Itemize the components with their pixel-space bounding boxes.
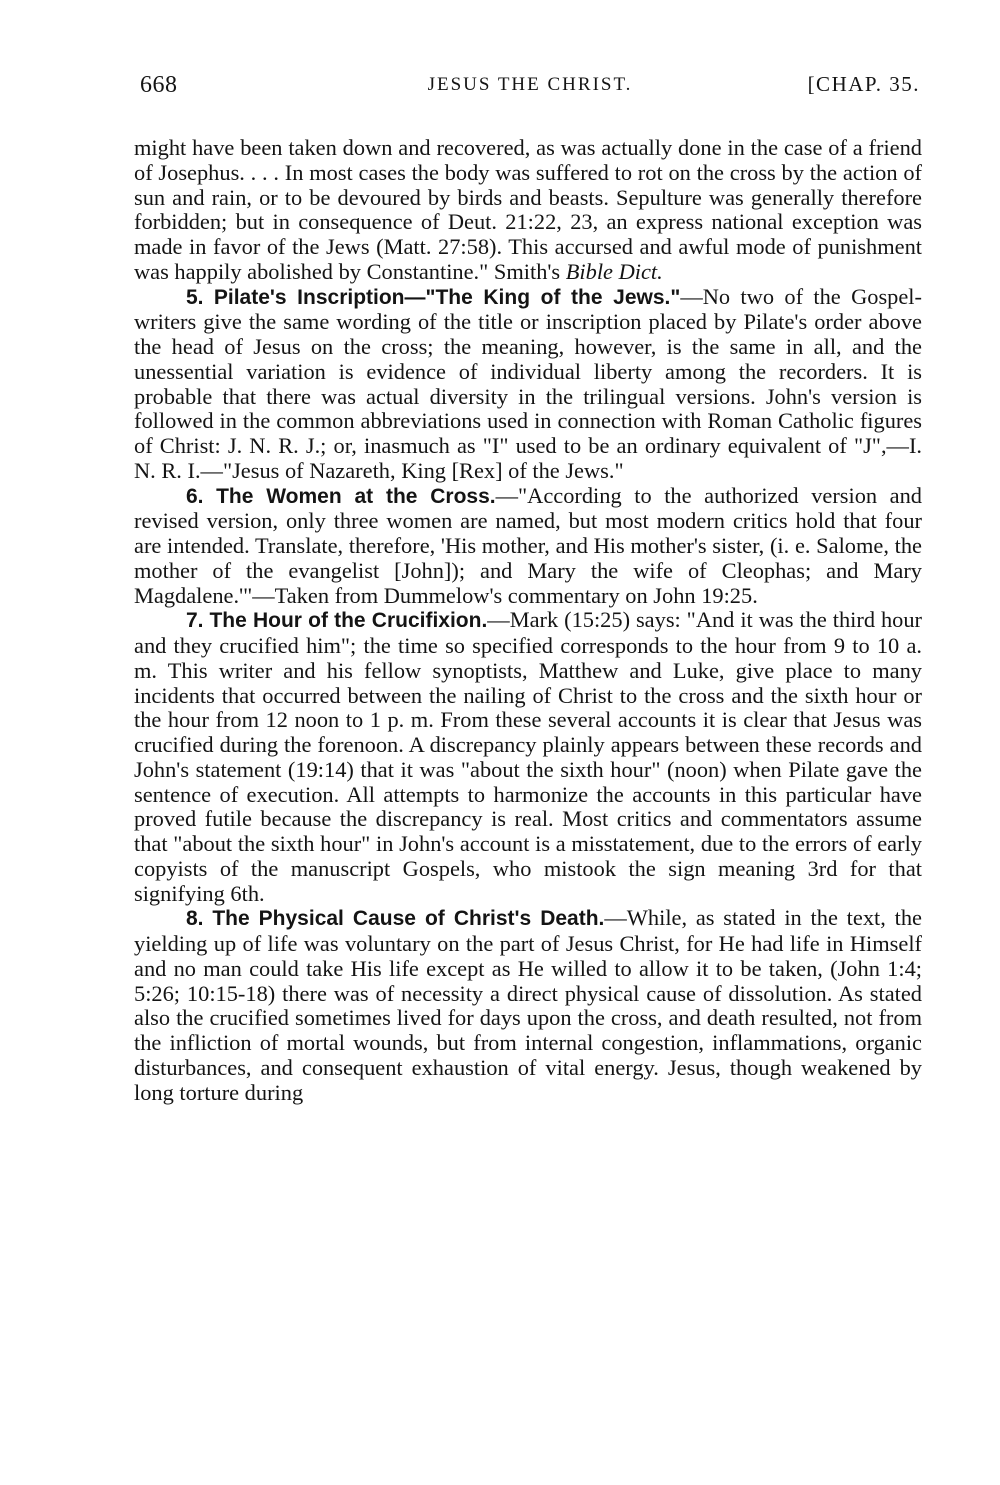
chapter-label: [CHAP. 35. [807,72,920,96]
note-6-number: 6. [186,484,204,508]
quote-continuation [134,136,922,285]
note-5-number: 5. [186,285,204,309]
note-5-body: —No two of the Gospel-writers give the same wording of the title or inscription placed by Pilate's order above the head of Jesus on the cross; the meaning, however, is the same in all, and the unessential variation is evidence of individual liberty among the recorders. It is probable that there was actual diversity in the trilingual versions. John's version is followed in the common abbreviations used in connection with Roman Catholic figures of Christ: J. N. R. J.; or, inasmuch as "I" used to be an ordinary equivalent of "J",—I. N. R. I.—"Jesus of Nazareth, King [Rex] of the Jews." [134,283,922,483]
note-7-body: —Mark (15:25) says: "And it was the third hour and they crucified him"; the time so specified corresponds to the hour from 9 to 10 a. m. This writer and his fellow synoptists, Matthew and Luke, give place to many incidents that occurred between the nailing of Christ to the cross and the sixth hour or the hour from 12 noon to 1 p. m. From these several accounts it is clear that Jesus was crucified during the forenoon. A discrepancy plainly appears between these records and John's statement (19:14) that it was "about the sixth hour" (noon) when Pilate gave the sentence of execution. All attempts to harmonize the accounts in this particular have proved futile because the discrepancy is real. Most critics and commentators assume that "about the sixth hour" in John's account is a misstatement, due to the errors of early copyists of the manuscript Gospels, who mistook the sign meaning 3rd for that signifying 6th. [134,607,922,906]
page-body [134,136,922,1105]
note-5-heading: Pilate's Inscription—"The King of the Jews." [213,285,681,309]
note-8 [134,906,922,1105]
note-6-heading: The Women at the Cross. [216,484,496,508]
book-title: JESUS THE CHRIST. [427,74,633,95]
quote-continuation-text: might have been taken down and recovered, as was actually done in the case of a friend of Josephus. . . . In most cases the body was suffered to rot on the cross by the action of sun and rain, or to be devoured by birds and beasts. Sepulture was generally therefore forbidden; but in consequence of Deut. 21:22, 23, an express national exception was made in favor of the Jews (Matt. 27:58). This accursed and awful mode of punishment was happily abolished by Constantine." Smith's [134,135,922,284]
note-7-number: 7. [186,609,204,633]
note-7-heading: The Hour of the Crucifixion. [209,609,488,633]
note-5 [134,285,922,484]
note-8-heading: The Physical Cause of Christ's Death. [212,907,605,931]
page-number: 668 [140,72,178,98]
note-8-number: 8. [186,907,204,931]
running-head [140,72,920,112]
note-6-body: —"According to the authorized version and revised version, only three women are named, but most modern critics hold that four are intended. Translate, therefore, 'His mother, and His mother's sister, (i. e. Salome, the mother of the evangelist [John]); and Mary the wife of Cleophas; and Mary Magdalene.'"—Taken from Dummelow's commentary on John 19:25. [134,482,922,608]
note-7 [134,608,922,906]
note-8-body: —While, as stated in the text, the yielding up of life was voluntary on the part of Jesus Christ, for He had life in Himself and no man could take His life except as He willed to allow it to be taken, (John 1:4; 5:26; 10:15-18) there was of necessity a direct physical cause of dissolution. As stated also the crucified sometimes lived for days upon the cross, and death resulted, not from the infliction of mortal wounds, but from internal congestion, inflammations, organic disturbances, and consequent exhaustion of vital energy. Jesus, though weakened by long torture during [134,905,922,1105]
source-title: Bible Dict. [565,258,663,284]
note-6 [134,484,922,609]
